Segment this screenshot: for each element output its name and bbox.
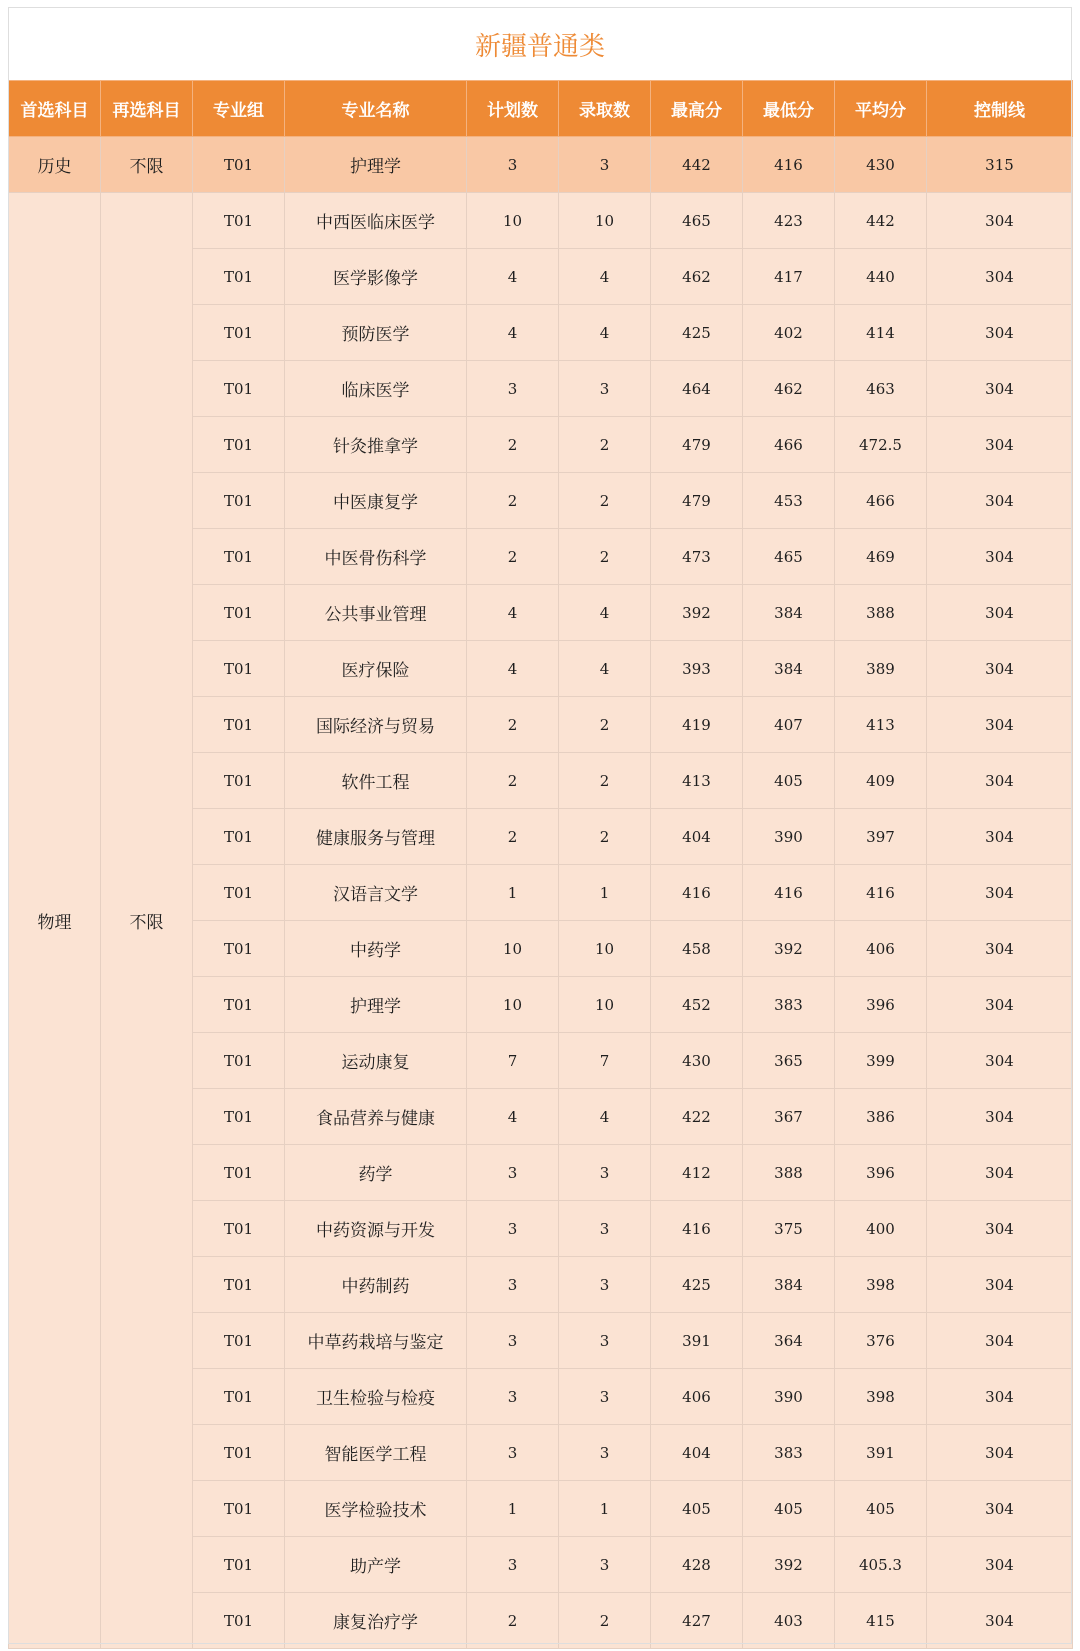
control-line-cell: 304 (927, 1257, 1073, 1313)
plan-count-cell: 10 (467, 921, 559, 977)
plan-count-cell: 2 (467, 417, 559, 473)
major-group-cell: T01 (193, 1369, 285, 1425)
control-line-cell: 304 (927, 473, 1073, 529)
admitted-count-cell: 4 (559, 305, 651, 361)
max-score-cell: 422 (651, 1089, 743, 1145)
major-group-cell: T01 (193, 977, 285, 1033)
min-score-cell: 390 (743, 1369, 835, 1425)
max-score-cell: 442 (651, 137, 743, 193)
max-score-cell: 416 (651, 865, 743, 921)
major-group-cell: T01 (193, 1593, 285, 1649)
max-score-cell: 412 (651, 1145, 743, 1201)
plan-count-cell: 3 (467, 1201, 559, 1257)
plan-count-cell: 4 (467, 585, 559, 641)
major-name-cell: 中药资源与开发 (285, 1201, 467, 1257)
control-line-cell: 304 (927, 1145, 1073, 1201)
max-score-cell: 425 (651, 305, 743, 361)
admitted-count-cell: 3 (559, 1257, 651, 1313)
admitted-count-cell: 3 (559, 1201, 651, 1257)
plan-count-cell: 1 (467, 1481, 559, 1537)
min-score-cell: 417 (743, 249, 835, 305)
major-name-cell: 医学检验技术 (285, 1481, 467, 1537)
avg-score-cell: 388 (835, 585, 927, 641)
avg-score-cell: 396 (835, 1145, 927, 1201)
admitted-count-cell: 7 (559, 1033, 651, 1089)
plan-count-cell: 2 (467, 697, 559, 753)
control-line-cell: 304 (927, 921, 1073, 977)
major-group-cell: T01 (193, 193, 285, 249)
avg-score-cell: 430 (835, 137, 927, 193)
min-score-cell: 364 (743, 1313, 835, 1369)
plan-count-cell: 3 (467, 361, 559, 417)
max-score-cell: 427 (651, 1593, 743, 1649)
max-score-cell: 404 (651, 1425, 743, 1481)
avg-score-cell: 406 (835, 921, 927, 977)
max-score-cell: 428 (651, 1537, 743, 1593)
table-header (9, 81, 1073, 137)
admitted-count-cell: 3 (559, 361, 651, 417)
major-group-cell: T01 (193, 753, 285, 809)
min-score-cell: 383 (743, 1425, 835, 1481)
admitted-count-cell: 10 (559, 977, 651, 1033)
plan-count-cell: 3 (467, 1257, 559, 1313)
major-name-cell: 公共事业管理 (285, 585, 467, 641)
major-group-cell: T01 (193, 865, 285, 921)
major-group-cell: T01 (193, 585, 285, 641)
control-line-cell: 304 (927, 977, 1073, 1033)
plan-count-cell: 1 (467, 865, 559, 921)
admission-score-sheet (8, 7, 1072, 1644)
second-subject-cell: 不限 (101, 193, 193, 1649)
min-score-cell: 384 (743, 641, 835, 697)
avg-score-cell: 391 (835, 1425, 927, 1481)
first-subject-cell: 物理 (9, 193, 101, 1649)
plan-count-cell: 4 (467, 305, 559, 361)
min-score-cell: 416 (743, 137, 835, 193)
table-title: 新疆普通类 (8, 7, 1072, 80)
avg-score-cell: 469 (835, 529, 927, 585)
min-score-cell: 405 (743, 753, 835, 809)
major-name-cell: 助产学 (285, 1537, 467, 1593)
max-score-cell: 416 (651, 1201, 743, 1257)
control-line-cell: 304 (927, 249, 1073, 305)
control-line-cell: 304 (927, 809, 1073, 865)
control-line-cell: 304 (927, 865, 1073, 921)
avg-score-cell: 376 (835, 1313, 927, 1369)
control-line-cell: 304 (927, 1033, 1073, 1089)
control-line-cell: 304 (927, 697, 1073, 753)
major-group-cell: T01 (193, 417, 285, 473)
max-score-cell: 392 (651, 585, 743, 641)
header-row (9, 81, 1073, 137)
major-name-cell: 中草药栽培与鉴定 (285, 1313, 467, 1369)
major-name-cell: 中药学 (285, 921, 467, 977)
control-line-cell: 304 (927, 305, 1073, 361)
avg-score-cell: 466 (835, 473, 927, 529)
avg-score-cell: 386 (835, 1089, 927, 1145)
plan-count-cell: 2 (467, 529, 559, 585)
major-name-cell: 中医骨伤科学 (285, 529, 467, 585)
major-group-cell: T01 (193, 249, 285, 305)
max-score-cell: 405 (651, 1481, 743, 1537)
header-control-line: 控制线 (927, 81, 1073, 137)
admitted-count-cell: 2 (559, 697, 651, 753)
admitted-count-cell: 2 (559, 753, 651, 809)
major-group-cell: T01 (193, 1089, 285, 1145)
major-group-cell: T01 (193, 1425, 285, 1481)
max-score-cell: 479 (651, 473, 743, 529)
major-group-cell: T01 (193, 921, 285, 977)
major-name-cell: 食品营养与健康 (285, 1089, 467, 1145)
min-score-cell: 453 (743, 473, 835, 529)
major-group-cell: T01 (193, 137, 285, 193)
header-major-name: 专业名称 (285, 81, 467, 137)
major-name-cell: 中药制药 (285, 1257, 467, 1313)
max-score-cell: 413 (651, 753, 743, 809)
admitted-count-cell: 4 (559, 249, 651, 305)
avg-score-cell: 397 (835, 809, 927, 865)
control-line-cell: 304 (927, 1537, 1073, 1593)
major-group-cell: T01 (193, 473, 285, 529)
avg-score-cell: 405.3 (835, 1537, 927, 1593)
major-group-cell: T01 (193, 1257, 285, 1313)
min-score-cell: 392 (743, 1537, 835, 1593)
avg-score-cell: 405 (835, 1481, 927, 1537)
plan-count-cell: 4 (467, 1089, 559, 1145)
min-score-cell: 423 (743, 193, 835, 249)
max-score-cell: 419 (651, 697, 743, 753)
control-line-cell: 304 (927, 1425, 1073, 1481)
min-score-cell: 388 (743, 1145, 835, 1201)
admitted-count-cell: 4 (559, 641, 651, 697)
control-line-cell: 304 (927, 1593, 1073, 1649)
major-name-cell: 针灸推拿学 (285, 417, 467, 473)
plan-count-cell: 2 (467, 1593, 559, 1649)
major-name-cell: 汉语言文学 (285, 865, 467, 921)
major-name-cell: 中医康复学 (285, 473, 467, 529)
min-score-cell: 384 (743, 1257, 835, 1313)
major-name-cell: 护理学 (285, 137, 467, 193)
major-name-cell: 药学 (285, 1145, 467, 1201)
avg-score-cell: 389 (835, 641, 927, 697)
header-avg-score: 平均分 (835, 81, 927, 137)
plan-count-cell: 7 (467, 1033, 559, 1089)
plan-count-cell: 4 (467, 641, 559, 697)
major-group-cell: T01 (193, 361, 285, 417)
avg-score-cell: 442 (835, 193, 927, 249)
avg-score-cell: 463 (835, 361, 927, 417)
major-name-cell: 软件工程 (285, 753, 467, 809)
table-row (9, 193, 1073, 249)
header-admitted-count: 录取数 (559, 81, 651, 137)
max-score-cell: 479 (651, 417, 743, 473)
max-score-cell: 464 (651, 361, 743, 417)
admitted-count-cell: 10 (559, 921, 651, 977)
max-score-cell: 462 (651, 249, 743, 305)
admitted-count-cell: 2 (559, 473, 651, 529)
min-score-cell: 383 (743, 977, 835, 1033)
plan-count-cell: 2 (467, 473, 559, 529)
avg-score-cell: 409 (835, 753, 927, 809)
max-score-cell: 465 (651, 193, 743, 249)
plan-count-cell: 3 (467, 137, 559, 193)
header-min-score: 最低分 (743, 81, 835, 137)
admitted-count-cell: 2 (559, 1593, 651, 1649)
major-name-cell: 运动康复 (285, 1033, 467, 1089)
major-name-cell: 护理学 (285, 977, 467, 1033)
avg-score-cell: 398 (835, 1257, 927, 1313)
major-group-cell: T01 (193, 1481, 285, 1537)
control-line-cell: 304 (927, 361, 1073, 417)
admitted-count-cell: 2 (559, 417, 651, 473)
max-score-cell: 458 (651, 921, 743, 977)
major-group-cell: T01 (193, 1537, 285, 1593)
max-score-cell: 473 (651, 529, 743, 585)
min-score-cell: 402 (743, 305, 835, 361)
major-group-cell: T01 (193, 1201, 285, 1257)
min-score-cell: 403 (743, 1593, 835, 1649)
avg-score-cell: 399 (835, 1033, 927, 1089)
avg-score-cell: 413 (835, 697, 927, 753)
major-group-cell: T01 (193, 1145, 285, 1201)
control-line-cell: 304 (927, 753, 1073, 809)
min-score-cell: 407 (743, 697, 835, 753)
plan-count-cell: 10 (467, 193, 559, 249)
major-group-cell: T01 (193, 1313, 285, 1369)
avg-score-cell: 396 (835, 977, 927, 1033)
major-name-cell: 卫生检验与检疫 (285, 1369, 467, 1425)
second-subject-cell: 不限 (101, 137, 193, 193)
admitted-count-cell: 1 (559, 1481, 651, 1537)
avg-score-cell: 400 (835, 1201, 927, 1257)
min-score-cell: 462 (743, 361, 835, 417)
major-name-cell: 预防医学 (285, 305, 467, 361)
plan-count-cell: 3 (467, 1537, 559, 1593)
major-name-cell: 中西医临床医学 (285, 193, 467, 249)
avg-score-cell: 416 (835, 865, 927, 921)
admitted-count-cell: 3 (559, 1369, 651, 1425)
avg-score-cell: 398 (835, 1369, 927, 1425)
plan-count-cell: 3 (467, 1369, 559, 1425)
major-name-cell: 健康服务与管理 (285, 809, 467, 865)
major-name-cell: 智能医学工程 (285, 1425, 467, 1481)
min-score-cell: 465 (743, 529, 835, 585)
admitted-count-cell: 2 (559, 809, 651, 865)
table-row (9, 137, 1073, 193)
plan-count-cell: 2 (467, 753, 559, 809)
admitted-count-cell: 3 (559, 1313, 651, 1369)
plan-count-cell: 3 (467, 1313, 559, 1369)
admitted-count-cell: 10 (559, 193, 651, 249)
max-score-cell: 425 (651, 1257, 743, 1313)
major-group-cell: T01 (193, 529, 285, 585)
max-score-cell: 452 (651, 977, 743, 1033)
first-subject-cell: 历史 (9, 137, 101, 193)
major-name-cell: 医疗保险 (285, 641, 467, 697)
major-name-cell: 医学影像学 (285, 249, 467, 305)
admitted-count-cell: 3 (559, 137, 651, 193)
max-score-cell: 406 (651, 1369, 743, 1425)
min-score-cell: 367 (743, 1089, 835, 1145)
min-score-cell: 375 (743, 1201, 835, 1257)
control-line-cell: 304 (927, 585, 1073, 641)
control-line-cell: 315 (927, 137, 1073, 193)
table-body (9, 137, 1073, 1649)
control-line-cell: 304 (927, 641, 1073, 697)
header-max-score: 最高分 (651, 81, 743, 137)
avg-score-cell: 415 (835, 1593, 927, 1649)
avg-score-cell: 440 (835, 249, 927, 305)
min-score-cell: 466 (743, 417, 835, 473)
header-second-subject: 再选科目 (101, 81, 193, 137)
header-major-group: 专业组 (193, 81, 285, 137)
major-group-cell: T01 (193, 305, 285, 361)
admitted-count-cell: 2 (559, 529, 651, 585)
control-line-cell: 304 (927, 1369, 1073, 1425)
avg-score-cell: 472.5 (835, 417, 927, 473)
min-score-cell: 384 (743, 585, 835, 641)
control-line-cell: 304 (927, 1481, 1073, 1537)
admission-score-table (8, 80, 1073, 1649)
min-score-cell: 405 (743, 1481, 835, 1537)
admitted-count-cell: 3 (559, 1425, 651, 1481)
plan-count-cell: 2 (467, 809, 559, 865)
major-group-cell: T01 (193, 641, 285, 697)
admitted-count-cell: 3 (559, 1145, 651, 1201)
control-line-cell: 304 (927, 529, 1073, 585)
major-group-cell: T01 (193, 697, 285, 753)
admitted-count-cell: 4 (559, 1089, 651, 1145)
admitted-count-cell: 1 (559, 865, 651, 921)
max-score-cell: 393 (651, 641, 743, 697)
admitted-count-cell: 3 (559, 1537, 651, 1593)
avg-score-cell: 414 (835, 305, 927, 361)
plan-count-cell: 10 (467, 977, 559, 1033)
major-group-cell: T01 (193, 1033, 285, 1089)
min-score-cell: 392 (743, 921, 835, 977)
max-score-cell: 404 (651, 809, 743, 865)
control-line-cell: 304 (927, 417, 1073, 473)
control-line-cell: 304 (927, 1201, 1073, 1257)
max-score-cell: 391 (651, 1313, 743, 1369)
max-score-cell: 430 (651, 1033, 743, 1089)
control-line-cell: 304 (927, 193, 1073, 249)
plan-count-cell: 3 (467, 1145, 559, 1201)
header-plan-count: 计划数 (467, 81, 559, 137)
admitted-count-cell: 4 (559, 585, 651, 641)
major-group-cell: T01 (193, 809, 285, 865)
min-score-cell: 365 (743, 1033, 835, 1089)
major-name-cell: 临床医学 (285, 361, 467, 417)
header-first-subject: 首选科目 (9, 81, 101, 137)
control-line-cell: 304 (927, 1089, 1073, 1145)
control-line-cell: 304 (927, 1313, 1073, 1369)
major-name-cell: 康复治疗学 (285, 1593, 467, 1649)
plan-count-cell: 3 (467, 1425, 559, 1481)
major-name-cell: 国际经济与贸易 (285, 697, 467, 753)
min-score-cell: 416 (743, 865, 835, 921)
min-score-cell: 390 (743, 809, 835, 865)
plan-count-cell: 4 (467, 249, 559, 305)
